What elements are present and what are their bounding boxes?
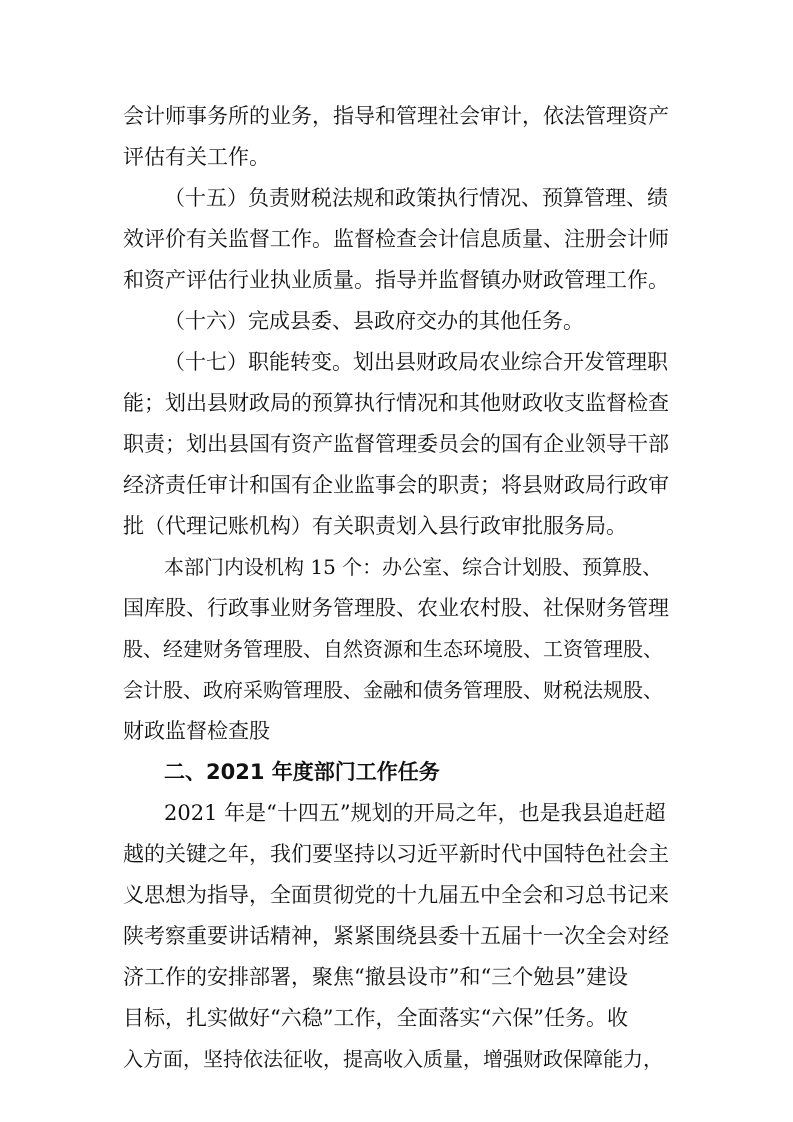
line-text: 会计师事务所的业务，指导和管理社会审计，依法管理资产 (123, 104, 669, 128)
text-line (0, 96, 793, 136)
text-line (0, 301, 793, 341)
text-line (0, 383, 793, 423)
section-heading (0, 752, 793, 792)
line-text: 效评价有关监督工作。监督检查会计信息质量、注册会计师 (123, 227, 669, 251)
line-text: 越的关键之年，我们要坚持以习近平新时代中国特色社会主 (123, 842, 669, 866)
text-line (0, 260, 793, 300)
text-line (0, 137, 793, 177)
line-text: 职责；划出县国有资产监督管理委员会的国有企业领导干部 (123, 432, 669, 456)
text-line (0, 1039, 793, 1079)
text-line (0, 957, 793, 997)
line-text: 本部门内设机构 15 个：办公室、综合计划股、预算股、 (164, 555, 663, 579)
text-line (0, 424, 793, 464)
line-text: 济工作的安排部署，聚焦“撤县设市”和“三个勉县”建设 (123, 965, 628, 989)
text-line (0, 711, 793, 751)
line-text: （十五）负责财税法规和政策执行情况、预算管理、绩 (164, 186, 668, 210)
line-text: 股、经建财务管理股、自然资源和生态环境股、工资管理股、 (123, 637, 663, 661)
line-text: 财政监督检查股 (123, 719, 270, 743)
text-line (0, 670, 793, 710)
line-text: 经济责任审计和国有企业监事会的职责；将县财政局行政审 (123, 473, 669, 497)
text-line (0, 998, 793, 1038)
line-text: 会计股、政府采购管理股、金融和债务管理股、财税法规股、 (123, 678, 663, 702)
text-line (0, 342, 793, 382)
line-text: （十七）职能转变。划出县财政局农业综合开发管理职 (164, 350, 668, 374)
text-line (0, 506, 793, 546)
text-line (0, 793, 793, 833)
section-heading-text: 二、2021 年度部门工作任务 (164, 760, 440, 784)
line-text: 目标，扎实做好“六稳”工作，全面落实“六保”任务。收 (123, 1006, 628, 1030)
text-line (0, 875, 793, 915)
text-line (0, 178, 793, 218)
line-text: 和资产评估行业执业质量。指导并监督镇办财政管理工作。 (123, 268, 669, 292)
line-text: 2021 年是“十四五”规划的开局之年，也是我县追赶超 (164, 801, 666, 825)
line-text: 入方面，坚持依法征收，提高收入质量，增强财政保障能力， (123, 1047, 663, 1071)
line-text: 评估有关工作。 (123, 145, 270, 169)
text-line (0, 588, 793, 628)
text-line (0, 916, 793, 956)
text-line (0, 629, 793, 669)
text-line (0, 465, 793, 505)
text-line (0, 219, 793, 259)
text-line (0, 547, 793, 587)
line-text: 能；划出县财政局的预算执行情况和其他财政收支监督检查 (123, 391, 669, 415)
line-text: 批（代理记账机构）有关职责划入县行政审批服务局。 (123, 514, 627, 538)
line-text: 陕考察重要讲话精神，紧紧围绕县委十五届十一次全会对经 (123, 924, 669, 948)
text-line (0, 834, 793, 874)
line-text: 国库股、行政事业财务管理股、农业农村股、社保财务管理 (123, 596, 669, 620)
line-text: （十六）完成县委、县政府交办的其他任务。 (164, 309, 584, 333)
line-text: 义思想为指导，全面贯彻党的十九届五中全会和习总书记来 (123, 883, 669, 907)
